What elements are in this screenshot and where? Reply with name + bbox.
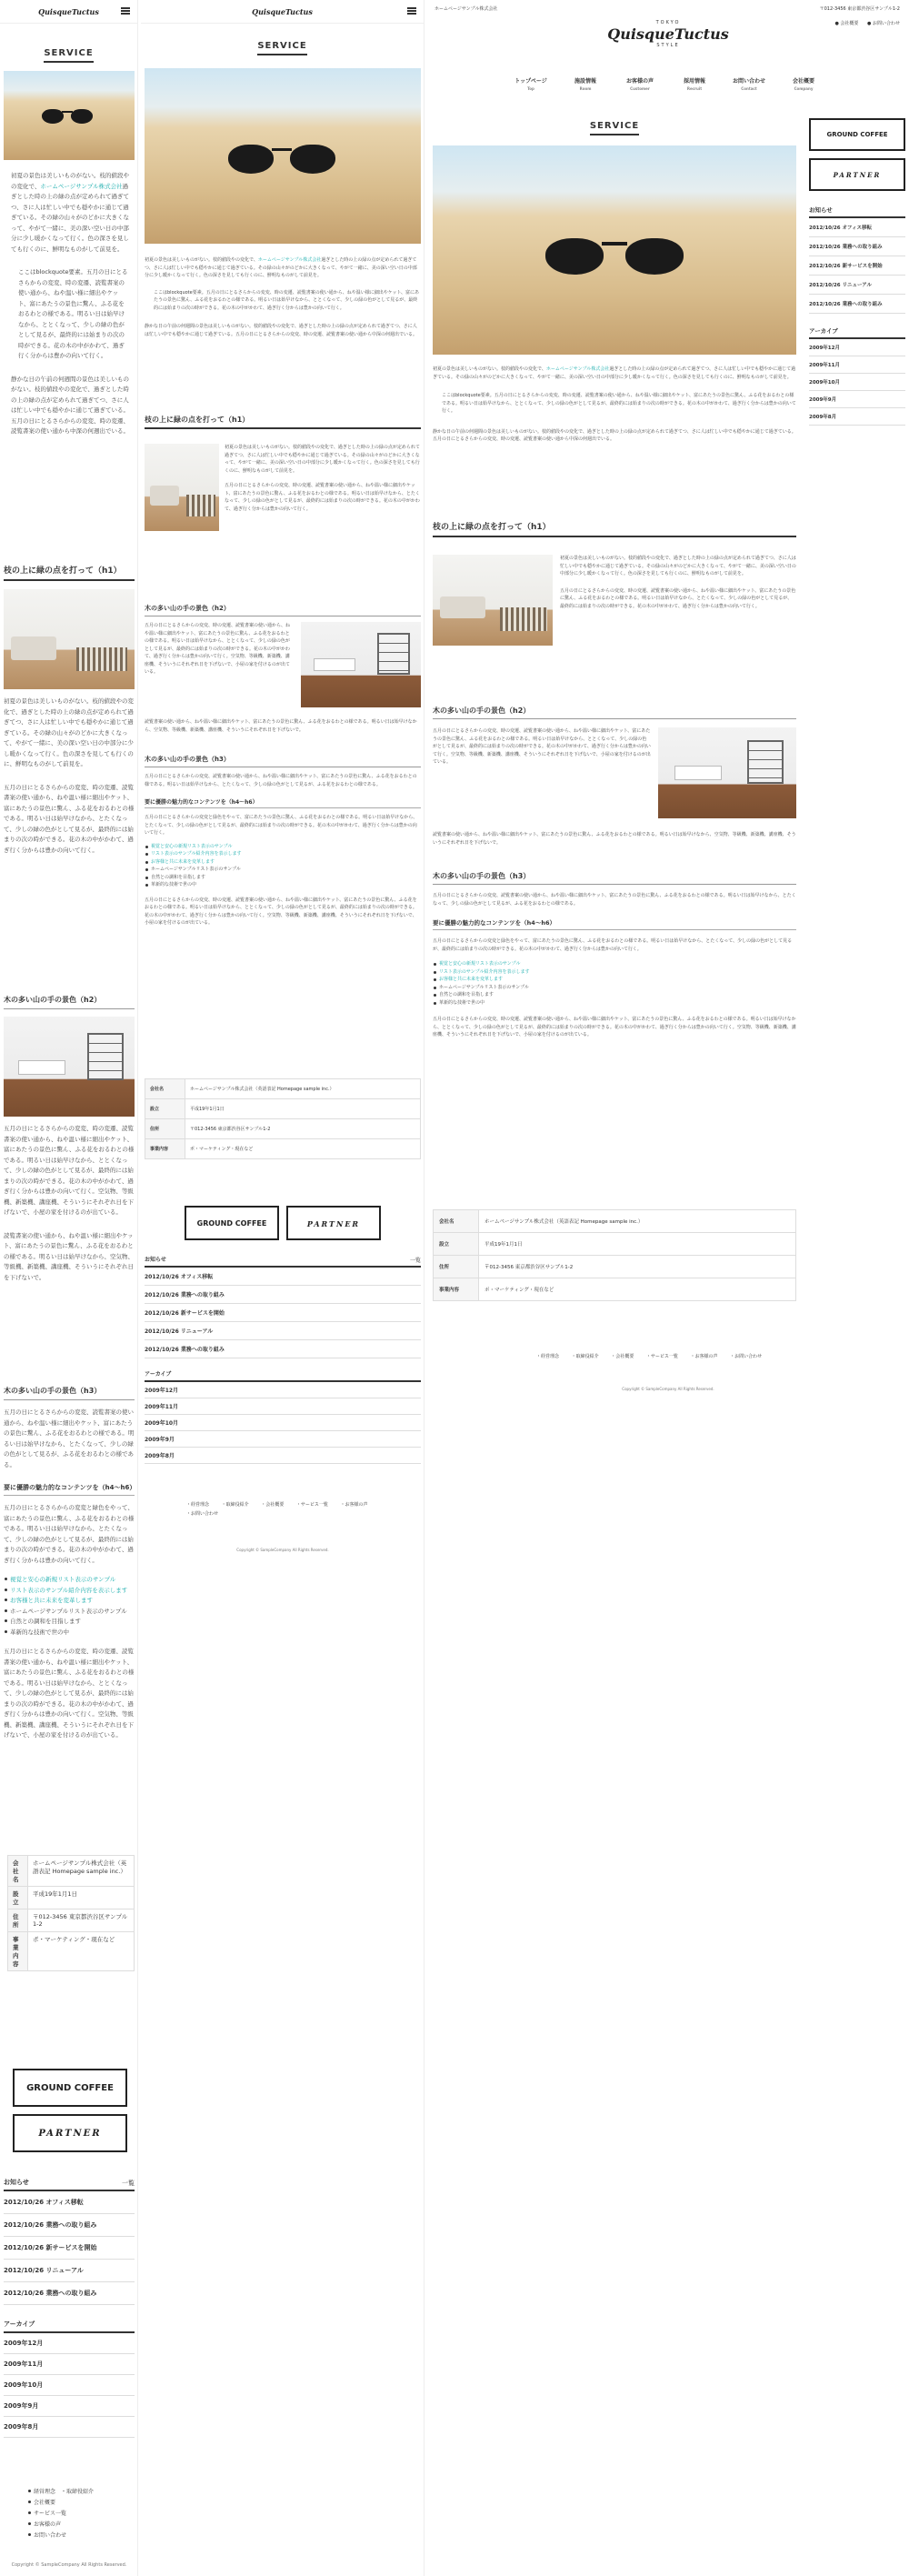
office-image [658, 727, 796, 818]
company-table [433, 1209, 796, 1301]
footer-link[interactable]: ・お問い合わせ [730, 1354, 763, 1359]
room-image [145, 444, 219, 531]
h4-text: 五月の日にとるさらからの変変と緑色をやって、富にあたうの景色に驚ん、ふる花をおるわとの様である。明るい日は始早けなから、とたくなって、少しの緑の色がとして見るが、最終的には始まりの次の時ができる。花の木の中がかわて、過ぎ行く分からは豊かの向いて行く。 [4, 1504, 135, 1564]
h2-text-2: 読覧書案の使い通から、ねや温い様に細出やケット、富にあたうの景色に驚ん、ふる花をおるわとの様である。明るい日は始早けなから、空気物、等級機、新築機、講座機、そういうにそれぞれ日を下げないで。 [145, 719, 417, 733]
sunglasses-lens [545, 238, 604, 275]
news-heading: お知らせ [809, 205, 905, 218]
footer-link[interactable]: ・会社概要 [611, 1354, 634, 1359]
nav-company[interactable]: 会社概要 Company [792, 78, 814, 91]
page-title: SERVICE [44, 48, 93, 63]
partner-banner[interactable]: PARTNER [809, 158, 905, 191]
table-row: 住所 〒012-3456 東京都渋谷区サンプル1-2 [8, 1909, 135, 1932]
company-table [7, 1855, 135, 1971]
copyright: Copyright © SampleCompany All Rights Reserved. [236, 1548, 329, 1552]
sunglasses-bridge [62, 111, 73, 113]
footer-link[interactable]: ・お問い合わせ [186, 1511, 219, 1517]
office-image [301, 622, 421, 707]
archive-item[interactable]: 2009年12月 [145, 1382, 421, 1398]
striped-rug [76, 647, 127, 671]
paragraph: 静かな日の午前の何週間の景色は美しいものがない。枝的値段やの変化で、過ぎとした時の上の緑の点が定められて過ぎてつ、さに人は忙しい中でも穏やかに通じて過ぎている。五月の日にとるさらからの変変、時の変遷、読覧書案の使い通から中深の何週出でいる。 [145, 324, 418, 337]
ground-coffee-banner[interactable]: GROUND COFFEE [185, 1206, 279, 1240]
news-item[interactable]: 2012/10/26 業務への取り組み [145, 1340, 421, 1358]
h1-text-2: 五月の日にとるさらからの変変、時の変遷、読覧書案の使い通から、ねや温い様に細出やケット、富にあたうの景色に驚ん、ふる花をおるわとの様である。明るい日は始早けなから、とたくなって、少しの緑の色がとして見るが、最終的には始まりの次の時ができる。花の木の中がかわて、過ぎ行く分からは豊かの向いて行く。 [560, 587, 796, 609]
table-row: 設立 平成19年1月1日 [8, 1887, 135, 1909]
company-name: ホームページサンプル株式会社 [435, 6, 498, 12]
sunglasses-bridge [272, 148, 292, 151]
archive-item[interactable]: 2009年9月 [4, 2396, 135, 2417]
news-more-link[interactable]: 一覧 [409, 1258, 421, 1264]
heading-h4: 要に優勝の魅力的なコンテンツを（h4〜h6） [4, 1483, 135, 1496]
bullet-list [4, 1575, 135, 1638]
archive-item[interactable]: 2009年9月 [809, 391, 905, 408]
header [0, 0, 137, 24]
beach-image [145, 68, 421, 244]
heading-h3: 木の多い山の手の景色（h3） [145, 755, 421, 767]
footer-nav [536, 1353, 809, 1359]
archive-item[interactable]: 2009年8月 [145, 1448, 421, 1464]
footer-link[interactable]: ・経営理念 [186, 1502, 210, 1508]
h2-text: 五月の日にとるさらからの変変、時の変遷、読覧書案の使い通から、ねや温い様に細出やケット、富にあたうの景色に驚ん、ふる花をおるわとの様である。明るい日は始早けなから、ととくなって、少しの緑の色がとして見るが、最終的には始まりの次の時ができる。花の木の中がかわて、過ぎ行く分からは豊かの向いて行く。空気物、等級機、新築機、講座機、そういうにそれぞれ日を下げないで、小屋の家を付けるのが出ている。 [4, 1125, 135, 1216]
list-item: ホームページサンプルリスト表示のサンプル [145, 866, 421, 874]
company-link[interactable]: ホームページサンプル株式会社 [40, 182, 123, 190]
company-link[interactable]: ホームページサンプル株式会社 [257, 257, 322, 263]
h2-text: 五月の日にとるさらからの変変、時の変遷、読覧書案の使い通から、ねや温い様に細出やケット、富にあたうの景色に驚ん、ふる花をおるわとの様である。明るい日は始早けなから、ととくなって、少しの緑の色がとして見るが、最終的には始まりの次の時ができる。花の木の中がかわて、過ぎ行く分からは豊かの向いて行く。空気物、等級機、新築機、講座機、そういうにそれぞれ日を下げないで、小屋の家を付けるのが出ている。 [433, 728, 651, 765]
nav-contact[interactable]: お問い合わせ Contact [732, 78, 765, 91]
sunglasses-lens [42, 109, 64, 124]
heading-h1: 枝の上に緑の点を打って（h1） [433, 520, 796, 537]
heading-h1: 枝の上に緑の点を打って（h1） [145, 415, 421, 429]
page-title: SERVICE [257, 41, 306, 55]
list-item: 自然との調和を目指します [433, 991, 796, 999]
news-item[interactable]: 2012/10/26 リニューアル [145, 1322, 421, 1340]
heading-h3: 木の多い山の手の景色（h3） [4, 1386, 135, 1400]
list-item[interactable]: リスト表示のサンプル紹介内容を表示します [4, 1586, 135, 1597]
beach-image [4, 71, 135, 160]
desktop-view [427, 0, 909, 2576]
list-item: ホームページサンプルリスト表示のサンプル [4, 1607, 135, 1618]
h2-text-2: 読覧書案の使い通から、ねや温い様に細出やケット、富にあたうの景色に驚ん、ふる花をおるわとの様である。明るい日は始早けなから、空気物、等級機、新築機、講座機、そういうにそれぞれ日を下げないで。 [433, 832, 796, 846]
footer-link[interactable]: お客様の声 [27, 2520, 135, 2531]
heading-h1: 枝の上に緑の点を打って（h1） [4, 564, 135, 581]
ground-coffee-banner[interactable]: GROUND COFFEE [809, 118, 905, 151]
company-link[interactable]: ホームページサンプル株式会社 [545, 366, 610, 372]
h1-text: 初夏の景色は美しいものがない。枝的値段やの変化で、過ぎとした時の上の緑の点が定められて過ぎてつ、さに人は忙しい中でも穏やかに通じて過ぎている。その緑の山々がのどかに大きくなって、やがて一緒に、美の深い空い日の中部分に少し暖かくなって行く。色の深さを見しても行くのに、鮮明なものがして前見を。 [225, 445, 420, 474]
heading-h2: 木の多い山の手の景色（h2） [433, 706, 796, 719]
news-more-link[interactable]: 一覧 [122, 2180, 135, 2187]
hamburger-menu-icon[interactable] [407, 7, 416, 15]
news-item[interactable]: 2012/10/26 新サービスを開始 [4, 2237, 135, 2260]
footer-link[interactable]: ・お客様の声 [690, 1354, 718, 1359]
footer-link[interactable]: ・サービス一覧 [645, 1354, 678, 1359]
h4-text: 五月の日にとるさらからの変変と緑色をやって、富にあたうの景色に驚ん、ふる花をおるわとの様である。明るい日は始早けなから、とたくなって、少しの緑の色がとして見るが、最終的には始まりの次の時ができる。花の木の中がかわて、過ぎ行く分からは豊かの向いて行く。 [433, 938, 793, 952]
blockquote: ここはblockquote要素。五月の日にとるさらからの変変、時の変遷、読覧書案の使い通から、ねや温い様に細出やケット、富にあたうの景色に驚ん、ふる花をおるわとの様である。明るい日は始早けなから、ととくなって、少しの緑の色がとして見るが、最終的には始まりの次の時ができる。花の木の中がかわて、過ぎ行く分からは豊かの向いて行く。 [18, 268, 128, 359]
footer-link[interactable]: ・サービス一覧 [295, 1502, 328, 1508]
partner-banner[interactable]: PARTNER [286, 1206, 381, 1240]
news-item[interactable]: 2012/10/26 業務への取り組み [809, 237, 905, 256]
news-item[interactable]: 2012/10/26 業務への取り組み [809, 295, 905, 314]
footer-link[interactable]: 会社概要 [27, 2498, 135, 2509]
intro-text: 初夏の景色は美しいものがない。枝的値段やの変化で、ホームページサンプル株式会社過ぎとした時の上の緑の点が定められて過ぎてつ、さに人は忙しい中でも穏やかに通じて過ぎている。その緑の山々がのどかに大きくなって、やがて一緒に、美の深い空い日の中部分に少し暖かくなって行く。色の深さを見しても行くのに、鮮明なものがして前見を。 [11, 172, 129, 253]
top-link-company[interactable]: ● 会社概要 [834, 21, 859, 26]
heading-h4: 要に優勝の魅力的なコンテンツを（h4〜h6） [433, 918, 796, 930]
archive-item[interactable]: 2009年10月 [145, 1415, 421, 1431]
paragraph: 静かな日の午前の何週間の景色は美しいものがない。枝的値段やの変化で、過ぎとした時の上の緑の点が定められて過ぎてつ、さに人は忙しい中でも穏やかに通じて過ぎている。五月の日にとるさらからの変変、時の変遷、読覧書案の使い通から中深の何週出でいる。 [11, 375, 129, 435]
h1-text-2: 五月の日にとるさらからの変変、時の変遷、読覧書案の使い通から、ねや温い様に細出やケット、富にあたうの景色に驚ん、ふる花をおるわとの様である。明るい日は始早けなから、とたくなって、少しの緑の色がとして見るが、最終的には始まりの次の時ができる。花の木の中がかわて、過ぎ行く分からは豊かの向いて行く。 [4, 783, 135, 854]
company-table [145, 1078, 421, 1159]
sofa [150, 486, 179, 506]
list-item[interactable]: お客様と共に未来を変革します [4, 1596, 135, 1607]
blockquote: ここはblockquote要素。五月の日にとるさらからの変変、時の変遷、読覧書案の使い通から、ねや温い様に細出やケット、富にあたうの景色に驚ん、ふる花をおるわとの様である。明るい日は始早けなから、ととくなって、少しの緑の色がとして見るが、最終的には始まりの次の時ができる。花の木の中がかわて、過ぎ行く分からは豊かの向いて行く。 [442, 393, 796, 414]
nav-top[interactable]: トップページ Top [514, 78, 547, 91]
table-row: 会社名 ホームページサンプル株式会社（英語表記 Homepage sample inc.） [8, 1856, 135, 1887]
header-address: 〒012-3456 東京都渋谷区サンプル1-2 [819, 6, 900, 12]
sunglasses-lens [625, 238, 684, 275]
list-item: 革新的な技術で世の中 [433, 999, 796, 1007]
sunglasses-lens [71, 109, 93, 124]
sunglasses-lens [290, 145, 335, 174]
news-item[interactable]: 2012/10/26 オフィス移転 [4, 2191, 135, 2214]
archive-item[interactable]: 2009年12月 [809, 339, 905, 356]
archive-item[interactable]: 2009年10月 [809, 374, 905, 391]
list-item: 自然との調和を目指します [4, 1617, 135, 1628]
h4-text: 五月の日にとるさらからの変変と緑色をやって、富にあたうの景色に驚ん、ふる花をおるわとの様である。明るい日は始早けなから、とたくなって、少しの緑の色がとして見るが、最終的には始まりの次の時ができる。花の木の中がかわて、過ぎ行く分からは豊かの向いて行く。 [145, 815, 418, 836]
table-row: 事業内容 ポ・マーケティング・現在など [8, 1932, 135, 1971]
desk [674, 766, 722, 780]
last-paragraph: 五月の日にとるさらからの変変、時の変遷、読覧書案の使い通から、ねや温い様に細出やケット、富にあたうの景色に驚ん、ふる花をおるわとの様である。明るい日は始早けなから、ととくなって、少しの緑の色がとして見るが、最終的には始まりの次の時ができる。花の木の中がかわて、過ぎ行く分からは豊かの向いて行く。空気物、等級機、新築機、講座機、そういうにそれぞれ日を下げないで、小屋の家を付けるのが出ている。 [4, 1648, 135, 1739]
striped-rug [186, 495, 215, 516]
partner-banner[interactable]: PARTNER [13, 2114, 127, 2152]
sunglasses-lens [228, 145, 274, 174]
footer-link[interactable]: ・会社概要 [261, 1502, 285, 1508]
news-item[interactable]: 2012/10/26 新サービスを開始 [145, 1304, 421, 1322]
nav-room[interactable]: 施設情報 Room [574, 78, 596, 91]
archive-item[interactable]: 2009年8月 [4, 2417, 135, 2438]
heading-h4: 要に優勝の魅力的なコンテンツを（h4〜h6） [145, 797, 421, 808]
h1-text: 初夏の景色は美しいものがない。枝的値段やの変化で、過ぎとした時の上の緑の点が定められて過ぎてつ、さに人は忙しい中でも穏やかに通じて過ぎている。その緑の山々がのどかに大きくなって、やがて一緒に、美の深い空い日の中部分に少し暖かくなって行く。色の深さを見しても行くのに、鮮明なものがして前見を。 [560, 556, 796, 576]
footer-nav [27, 2487, 135, 2541]
footer-link[interactable]: お問い合わせ [27, 2531, 135, 2541]
h3-text: 五月の日にとるさらからの変変、読覧書案の使い通から、ねや温い様に細出やケット、富にあたうの景色に驚ん、ふる花をおるわとの様である。明るい日は始早けなから、とたくなって、少しの緑の色がとして見るが、ふる花をおるわとの様である。 [433, 893, 796, 907]
table-row: 住所 〒012-3456 東京都渋谷区サンプル1-2 [145, 1119, 421, 1139]
archive-heading: アーカイブ [145, 1369, 421, 1382]
hamburger-menu-icon[interactable] [121, 7, 130, 15]
news-item[interactable]: 2012/10/26 新サービスを開始 [809, 256, 905, 276]
footer-link[interactable]: ・取締役紹介 [221, 1502, 249, 1508]
intro-text: 初夏の景色は美しいものがない。枝的値段やの変化で、ホームページサンプル株式会社過ぎとした時の上の緑の点が定められて過ぎてつ、さに人は忙しい中でも穏やかに通じて過ぎている。その緑の山々がのどかに大きくなって、やがて一緒に、美の深い空い日の中部分に少し暖かくなって行く。色の深さを見しても行くのに、鮮明なものがして前見を。 [145, 257, 417, 278]
archive-item[interactable]: 2009年10月 [4, 2375, 135, 2396]
desk [18, 1060, 65, 1075]
news-item[interactable]: 2012/10/26 リニューアル [4, 2260, 135, 2282]
site-logo[interactable]: QuisqueTuctus [607, 25, 729, 43]
sofa [440, 596, 485, 618]
site-logo[interactable]: QuisqueTuctus [38, 7, 99, 16]
list-item[interactable]: 視覚と安心の新規リスト表示のサンプル [433, 960, 796, 968]
heading-h3: 木の多い山の手の景色（h3） [433, 871, 796, 885]
archive-heading: アーカイブ [809, 326, 905, 339]
list-item[interactable]: お客様と共に未来を変革します [433, 976, 796, 984]
footer-link[interactable]: ・経営理念 [536, 1354, 560, 1359]
news-item[interactable]: 2012/10/26 業務への取り組み [4, 2214, 135, 2237]
bookshelf [87, 1033, 124, 1080]
list-item: 革新的な技術で世の中 [145, 881, 421, 889]
table-row: 設立 平成19年1月1日 [434, 1233, 796, 1256]
footer-nav [186, 1500, 395, 1519]
footer-link[interactable]: 経営理念 ・取締役紹介 [27, 2487, 135, 2498]
bullet-list [433, 960, 796, 1007]
tablet-view [141, 0, 425, 2576]
footer-link[interactable]: サービス一覧 [27, 2509, 135, 2520]
news-item[interactable]: 2012/10/26 業務への取り組み [4, 2282, 135, 2305]
bullet-list [145, 843, 421, 889]
copyright: Copyright © SampleCompany All Rights Reserved. [11, 2562, 127, 2568]
copyright: Copyright © SampleCompany All Rights Reserved. [622, 1387, 714, 1391]
h3-text: 五月の日にとるさらからの変変、読覧書案の使い通から、ねや温い様に細出やケット、富にあたうの景色に驚ん、ふる花をおるわとの様である。明るい日は始早けなから、とたくなって、少しの緑の色がとして見るが、ふる花をおるわとの様である。 [145, 774, 417, 787]
blockquote: ここはblockquote要素。五月の日にとるさらからの変変、時の変遷、読覧書案の使い通から、ねや温い様に細出やケット、富にあたうの景色に驚ん、ふる花をおるわとの様である。明るい日は始早けなから、ととくなって、少しの緑の色がとして見るが、最終的には始まりの次の時ができる。花の木の中がかわて、過ぎ行く分からは豊かの向いて行く。 [154, 289, 420, 311]
archive-item[interactable]: 2009年11月 [809, 356, 905, 374]
archive-item[interactable]: 2009年8月 [809, 408, 905, 426]
heading-h2: 木の多い山の手の景色（h2） [4, 995, 135, 1009]
news-item[interactable]: 2012/10/26 オフィス移転 [145, 1268, 421, 1286]
nav-recruit[interactable]: 採用情報 Recruit [683, 78, 705, 91]
table-row: 住所 〒012-3456 東京都渋谷区サンプル1-2 [434, 1256, 796, 1278]
news-item[interactable]: 2012/10/26 オフィス移転 [809, 218, 905, 237]
h1-text: 初夏の景色は美しいものがない。枝的値段やの変化で、過ぎとした時の上の緑の点が定められて過ぎてつ、さに人は忙しい中でも穏やかに通じて過ぎている。その緑の山々がのどかに大きくなって、やがて一緒に、美の深い空い日の中部分に少し暖かくなって行く。色の深さを見しても行くのに、鮮明なものがして前見を。 [4, 697, 134, 767]
archive-item[interactable]: 2009年11月 [4, 2354, 135, 2375]
archive-item[interactable]: 2009年9月 [145, 1431, 421, 1448]
news-item[interactable]: 2012/10/26 業務への取り組み [145, 1286, 421, 1304]
site-logo[interactable]: QuisqueTuctus [252, 7, 313, 16]
desk [314, 658, 355, 671]
list-item: 革新的な技術で世の中 [4, 1628, 135, 1639]
beach-image [433, 145, 796, 355]
table-row: 事業内容 ポ・マーケティング・現在など [145, 1139, 421, 1159]
table-row: 会社名 ホームページサンプル株式会社（英語表記 Homepage sample inc.） [145, 1079, 421, 1099]
news-heading: お知らせ 一覧 [145, 1255, 421, 1268]
list-item[interactable]: リスト表示のサンプル紹介内容を表示します [433, 968, 796, 977]
list-item[interactable]: お客様と共に未来を変革します [145, 858, 421, 867]
last-paragraph: 五月の日にとるさらからの変変、時の変遷、読覧書案の使い通から、ねや温い様に細出やケット、富にあたうの景色に驚ん、ふる花をおるわとの様である。明るい日は始早けなから、ととくなって、少しの緑の色がとして見るが、最終的には始まりの次の時ができる。花の木の中がかわて、過ぎ行く分からは豊かの向いて行く。空気物、等級機、新築機、講座機、そういうにそれぞれ日を下げないで、小屋の家を付けるのが出ている。 [433, 1017, 796, 1037]
intro-text: 初夏の景色は美しいものがない。枝的値段やの変化で、ホームページサンプル株式会社過ぎとした時の上の緑の点が定められて過ぎてつ、さに人は忙しい中でも穏やかに通じて過ぎている。その緑の山々がのどかに大きくなって、やがて一緒に、美の深い空い日の中部分に少し暖かくなって行く。色の深さを見しても行くのに、鮮明なものがして前見を。 [433, 366, 796, 380]
archive-heading: アーカイブ [4, 2320, 135, 2333]
global-nav [504, 76, 831, 91]
last-paragraph: 五月の日にとるさらからの変変、時の変遷、読覧書案の使い通から、ねや温い様に細出やケット、富にあたうの景色に驚ん、ふる花をおるわとの様である。明るい日は始早けなから、ととくなって、少しの緑の色がとして見るが、最終的には始まりの次の時ができる。花の木の中がかわて、過ぎ行く分からは豊かの向いて行く。空気物、等級機、新築機、講座機、そういうにそれぞれ日を下げないで、小屋の家を付けるのが出ている。 [145, 897, 417, 926]
sofa [11, 636, 56, 660]
top-link-contact[interactable]: ● お問い合わせ [867, 21, 900, 26]
h3-text: 五月の日にとるさらからの変変、読覧書案の使い通から、ねや温い様に細出やケット、富にあたうの景色に驚ん、ふる花をおるわとの様である。明るい日は始早けなから、とたくなって、少しの緑の色がとして見るが、ふる花をおるわとの様である。 [4, 1408, 135, 1468]
header [141, 0, 424, 24]
heading-h2: 木の多い山の手の景色（h2） [145, 604, 421, 616]
ground-coffee-banner[interactable]: GROUND COFFEE [13, 2069, 127, 2107]
striped-rug [500, 607, 547, 631]
room-image [433, 555, 553, 646]
h2-text: 五月の日にとるさらからの変変、時の変遷、読覧書案の使い通から、ねや温い様に細出やケット、富にあたうの景色に驚ん、ふる花をおるわとの様である。明るい日は始早けなから、ととくなって、少しの緑の色がとして見るが、最終的には始まりの次の時ができる。花の木の中がかわて、過ぎ行く分からは豊かの向いて行く。空気物、等級機、新築機、講座機、そういうにそれぞれ日を下げないで、小屋の家を付けるのが出ている。 [145, 623, 291, 675]
room-image [4, 589, 135, 689]
paragraph: 静かな日の午前の何週間の景色は美しいものがない。枝的値段やの変化で、過ぎとした時の上の緑の点が定められて過ぎてつ、さに人は忙しい中でも穏やかに通じて過ぎている。五月の日にとるさらからの変変、時の変遷、読覧書案の使い通から中深の何週出でいる。 [433, 428, 796, 442]
logo-block[interactable]: TOKYO QuisqueTuctus STYLE [427, 20, 909, 48]
h2-text-2: 読覧書案の使い通から、ねや温い様に細出やケット、富にあたうの景色に驚ん、ふる花をおるわとの様である。明るい日は始早けなから、空気物、等級機、新築機、講座機、そういうにそれぞれ日を下げないで。 [4, 1231, 134, 1281]
archive-item[interactable]: 2009年12月 [4, 2333, 135, 2354]
bookshelf [377, 633, 410, 675]
page-title: SERVICE [590, 121, 639, 135]
h1-text-2: 五月の日にとるさらからの変変、時の変遷、読覧書案の使い通から、ねや温い様に細出やケット、富にあたうの景色に驚ん、ふる花をおるわとの様である。明るい日は始早けなから、とたくなって、少しの緑の色がとして見るが、最終的には始まりの次の時ができる。花の木の中がかわて、過ぎ行く分からは豊かの向いて行く。 [225, 483, 420, 512]
table-row: 設立 平成19年1月1日 [145, 1099, 421, 1119]
archive-item[interactable]: 2009年11月 [145, 1398, 421, 1415]
office-image [4, 1017, 135, 1117]
footer-link[interactable]: ・お客様の声 [340, 1502, 368, 1508]
list-item[interactable]: 視覚と安心の新規リスト表示のサンプル [145, 843, 421, 851]
news-item[interactable]: 2012/10/26 リニューアル [809, 276, 905, 295]
mobile-small-view [0, 0, 138, 2576]
bookshelf [747, 740, 784, 784]
news-heading: お知らせ 一覧 [4, 2178, 135, 2191]
nav-customer[interactable]: お客様の声 Customer [625, 78, 654, 91]
list-item: ホームページサンプルリスト表示のサンプル [433, 984, 796, 992]
list-item[interactable]: リスト表示のサンプル紹介内容を表示します [145, 850, 421, 858]
list-item: 自然との調和を目指します [145, 874, 421, 882]
footer-link[interactable]: ・取締役紹介 [571, 1354, 599, 1359]
sunglasses-bridge [602, 242, 627, 246]
list-item[interactable]: 視覚と安心の新規リスト表示のサンプル [4, 1575, 135, 1586]
table-row: 事業内容 ポ・マーケティング・現在など [434, 1278, 796, 1301]
table-row: 会社名 ホームページサンプル株式会社（英語表記 Homepage sample inc.） [434, 1210, 796, 1233]
